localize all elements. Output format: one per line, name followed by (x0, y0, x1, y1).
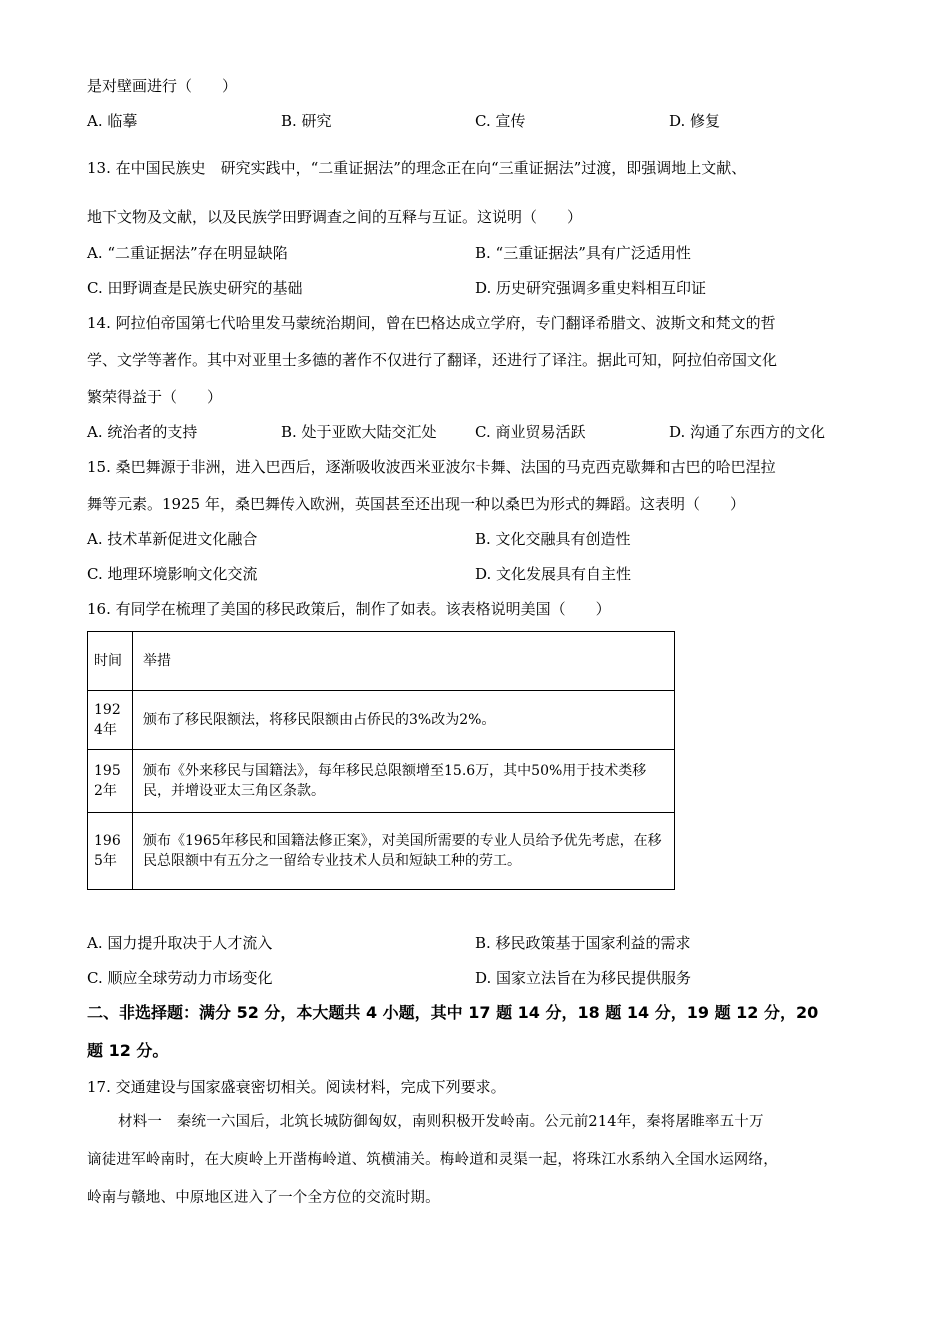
q17-material1-line3: 岭南与赣地、中原地区进入了一个全方位的交流时期。 (87, 1190, 440, 1206)
q12-option-d: D. 修复 (669, 112, 721, 130)
section2-heading-line2: 题 12 分。 (87, 1041, 169, 1060)
q13-option-d: D. 历史研究强调多重史料相互印证 (475, 279, 707, 297)
q16-stem: 16. 有同学在梳理了美国的移民政策后，制作了如表。该表格说明美国（ ） (87, 600, 611, 618)
q14-stem-line2: 学、文学等著作。其中对亚里士多德的著作不仅进行了翻译，还进行了译注。据此可知，阿拉伯帝国文化 (87, 351, 778, 369)
table-cell-year: 1965年 (88, 813, 133, 890)
q15-option-d: D. 文化发展具有自主性 (475, 565, 632, 583)
q14-option-a: A. 统治者的支持 (87, 423, 198, 441)
q12-option-c: C. 宣传 (475, 112, 526, 130)
table-row (88, 813, 675, 890)
table-cell-year: 1952年 (88, 750, 133, 813)
q17-material1-line2: 谪徒进军岭南时，在大庾岭上开凿梅岭道、筑横浦关。梅岭道和灵渠一起，将珠江水系纳入全国水运网络， (87, 1152, 778, 1168)
q17-material1-line1: 材料一 秦统一六国后，北筑长城防御匈奴，南则积极开发岭南。公元前214年，秦将屠睢率五十万 (118, 1114, 764, 1130)
q16-option-b: B. 移民政策基于国家利益的需求 (475, 934, 691, 952)
q13-option-c: C. 田野调查是民族史研究的基础 (87, 279, 303, 297)
q12-option-a: A. 临摹 (87, 112, 138, 130)
table-cell-year: 1924年 (88, 691, 133, 750)
q16-option-d: D. 国家立法旨在为移民提供服务 (475, 969, 692, 987)
q15-option-c: C. 地理环境影响文化交流 (87, 565, 258, 583)
q15-stem-line2: 舞等元素。1925 年，桑巴舞传入欧洲，英国甚至还出现一种以桑巴为形式的舞蹈。这表明（ ） (87, 495, 745, 513)
table-cell-measure: 颁布了移民限额法，将移民限额由占侨民的3%改为2%。 (133, 691, 675, 750)
q17-stem: 17. 交通建设与国家盛衰密切相关。阅读材料，完成下列要求。 (87, 1078, 506, 1096)
q15-option-b: B. 文化交融具有创造性 (475, 530, 631, 548)
q12-option-b: B. 研究 (281, 112, 332, 130)
q13-option-b: B. “三重证据法”具有广泛适用性 (475, 244, 691, 262)
q15-option-a: A. 技术革新促进文化融合 (87, 530, 258, 548)
table-cell-measure: 颁布《外来移民与国籍法》，每年移民总限额增至15.6万，其中50%用于技术类移民，并增设亚太三角区条款。 (133, 750, 675, 813)
q14-stem-line1: 14. 阿拉伯帝国第七代哈里发马蒙统治期间，曾在巴格达成立学府，专门翻译希腊文、波斯文和梵文的哲 (87, 314, 776, 332)
table-cell-measure: 颁布《1965年移民和国籍法修正案》，对美国所需要的专业人员给予优先考虑，在移民总限额中有五分之一留给专业技术人员和短缺工种的劳工。 (133, 813, 675, 890)
q13-stem-line2: 地下文物及文献，以及民族学田野调查之间的互释与互证。这说明（ ） (87, 208, 583, 226)
q13-option-a: A. “二重证据法”存在明显缺陷 (87, 244, 288, 262)
q15-stem-line1: 15. 桑巴舞源于非洲，进入巴西后，逐渐吸收波西米亚波尔卡舞、法国的马克西克歇舞和古巴的哈巴涅拉 (87, 458, 776, 476)
table-header-row (88, 632, 675, 691)
table-row (88, 691, 675, 750)
q16-option-a: A. 国力提升取决于人才流入 (87, 934, 273, 952)
q14-stem-line3: 繁荣得益于（ ） (87, 388, 223, 406)
q14-option-d: D. 沟通了东西方的文化 (669, 423, 826, 441)
q13-stem-line1: 13. 在中国民族史 研究实践中，“二重证据法”的理念正在向“三重证据法”过渡，即强调地上文献、 (87, 159, 747, 177)
section2-heading-line1: 二、非选择题：满分 52 分，本大题共 4 小题，其中 17 题 14 分，18 题 14 分，19 题 12 分，20 (87, 1003, 819, 1022)
q16-option-c: C. 顺应全球劳动力市场变化 (87, 969, 273, 987)
q14-option-b: B. 处于亚欧大陆交汇处 (281, 423, 437, 441)
table-header-measure: 举措 (133, 632, 675, 691)
table-header-time: 时间 (88, 632, 133, 691)
q12-stem-end: 是对壁画进行（ ） (87, 77, 238, 95)
immigration-policy-table (87, 631, 675, 890)
q14-option-c: C. 商业贸易活跃 (475, 423, 586, 441)
table-row (88, 750, 675, 813)
